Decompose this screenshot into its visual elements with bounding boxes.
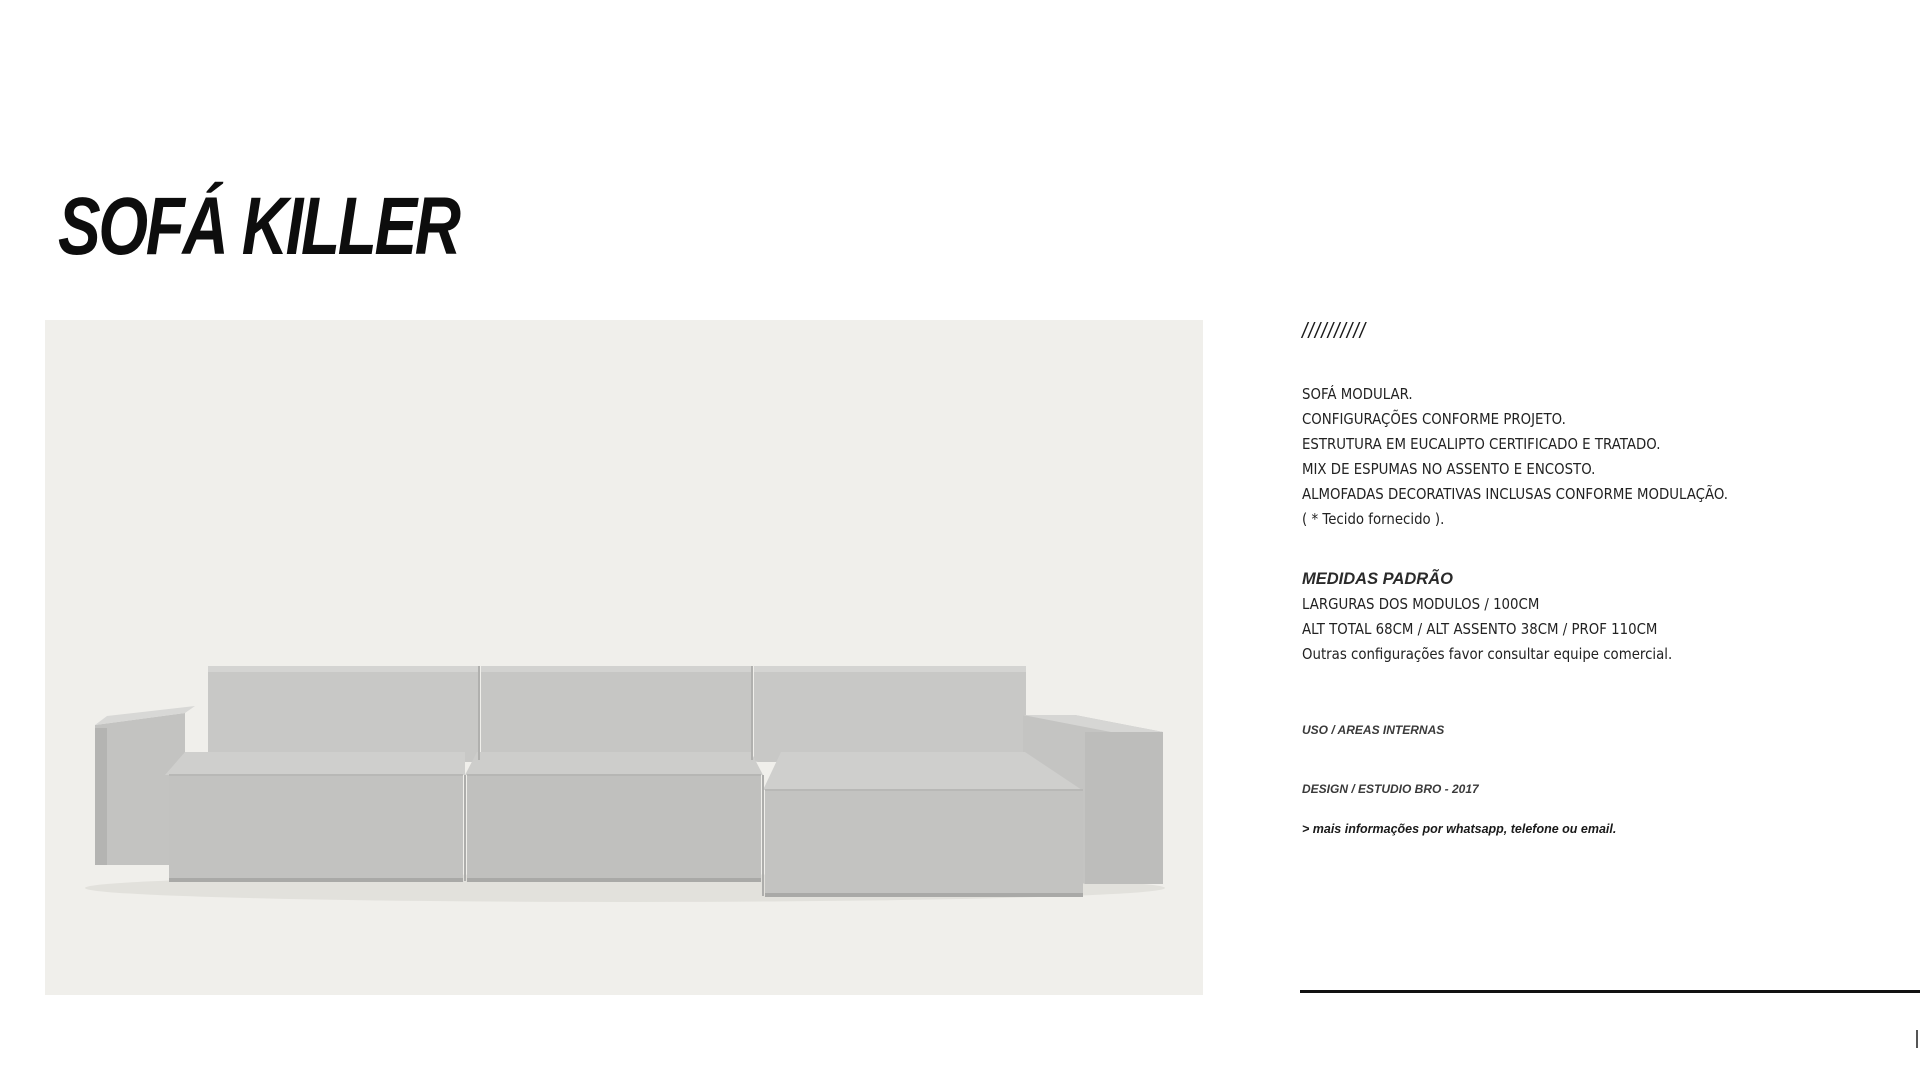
description-line: CONFIGURAÇÕES CONFORME PROJETO. (1302, 410, 1566, 428)
measures-block (1302, 592, 1902, 667)
measure-line: Outras configurações favor consultar equipe comercial. (1302, 645, 1673, 663)
description-line: MIX DE ESPUMAS NO ASSENTO E ENCOSTO. (1302, 460, 1596, 478)
measure-line: ALT TOTAL 68CM / ALT ASSENTO 38CM / PROF 110CM (1302, 620, 1658, 638)
measures-heading: MEDIDAS PADRÃO (1302, 570, 1453, 588)
description-line: ALMOFADAS DECORATIVAS INCLUSAS CONFORME MODULAÇÃO. (1302, 485, 1729, 503)
description-line: ESTRUTURA EM EUCALIPTO CERTIFICADO E TRATADO. (1302, 435, 1661, 453)
divider (1300, 990, 1920, 993)
page-title: SOFÁ KILLER (58, 181, 459, 272)
description-line: SOFÁ MODULAR. (1302, 385, 1413, 403)
product-info (1302, 318, 1902, 836)
edge-mark (1916, 1030, 1918, 1048)
contact-note: > mais informações por whatsapp, telefone ou email. (1302, 822, 1617, 836)
product-image (45, 320, 1203, 995)
description-block (1302, 382, 1902, 532)
sofa-illustration (45, 320, 1203, 995)
measure-line: LARGURAS DOS MODULOS / 100CM (1302, 595, 1540, 613)
decorative-slashes: ////////// (1302, 318, 1367, 343)
usage-label: USO / AREAS INTERNAS (1302, 723, 1445, 737)
description-line: ( * Tecido fornecido ). (1302, 510, 1445, 528)
design-credit: DESIGN / ESTUDIO BRO - 2017 (1302, 782, 1479, 796)
